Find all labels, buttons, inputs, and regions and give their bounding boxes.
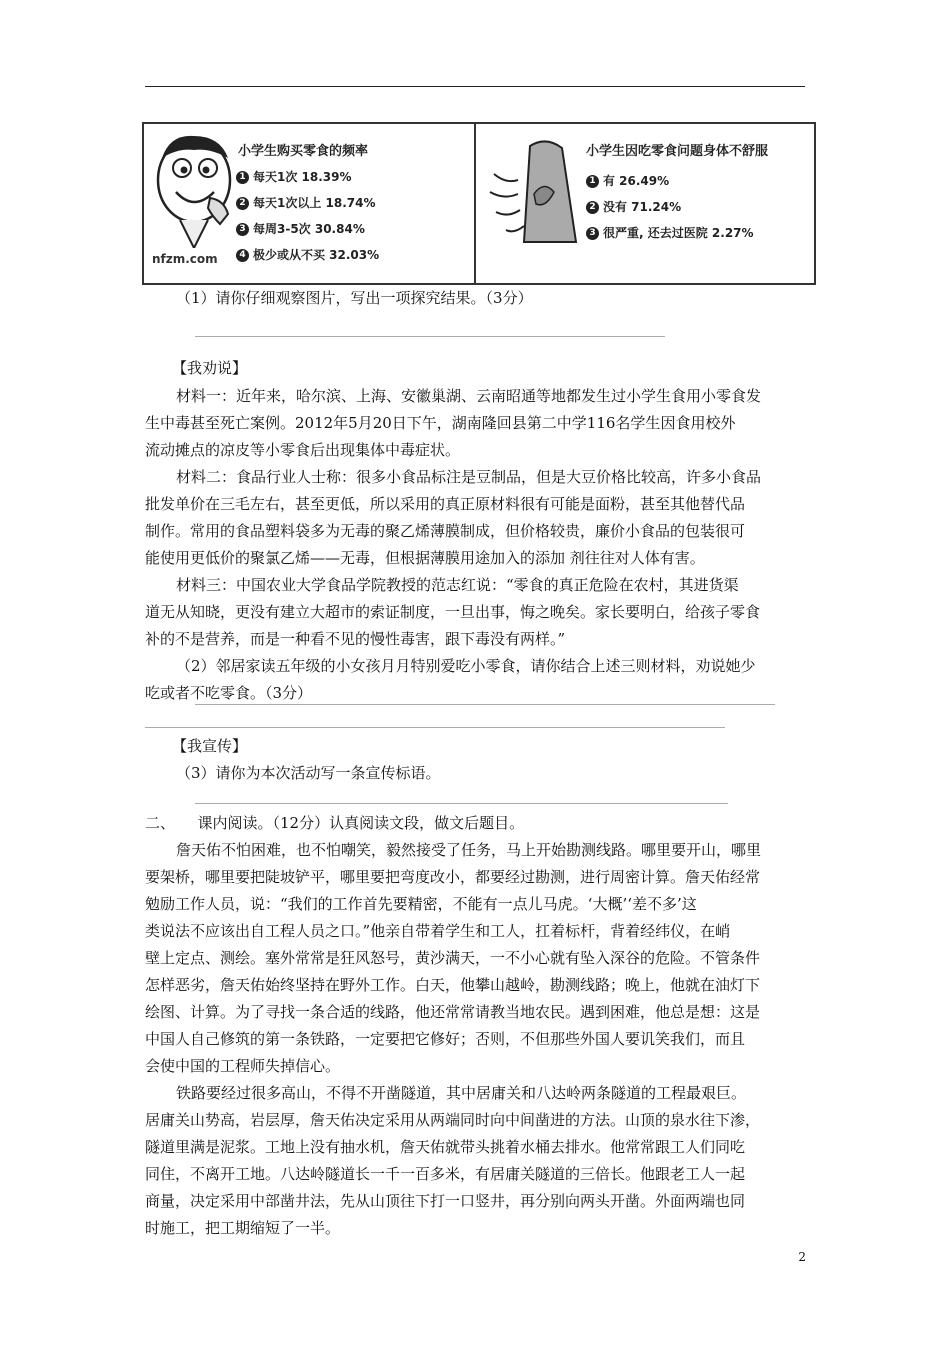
passage-line: 勉励工作人员，说：“我们的工作首先要精密，不能有一点儿马虎。‘大概’‘差不多’这 bbox=[145, 895, 697, 913]
material-line: 材料三：中国农业大学食品学院教授的范志红说：“零食的真正危险在农村，其进货渠 bbox=[176, 576, 739, 594]
item-number-1: 1 bbox=[236, 171, 249, 184]
answer-line-1[interactable] bbox=[195, 336, 665, 337]
passage-line: 时施工，把工期缩短了一半。 bbox=[145, 1219, 341, 1237]
passage-line: 詹天佑不怕困难，也不怕嘲笑，毅然接受了任务，马上开始勘测线路。哪里要开山，哪里 bbox=[176, 841, 762, 859]
material-line: 材料一：近年来，哈尔滨、上海、安徽巢湖、云南昭通等地都发生过小学生食用小零食发 bbox=[176, 387, 762, 405]
item-number-1: 1 bbox=[586, 175, 599, 188]
passage-line: 铁路要经过很多高山，不得不开凿隧道，其中居庸关和八达岭两条隧道的工程最艰巨。 bbox=[176, 1084, 747, 1102]
question-2: （2）邻居家读五年级的小女孩月月特别爱吃小零食，请你结合上述三则材料，劝说她少 bbox=[176, 657, 756, 675]
cartoon-boy-icon bbox=[150, 128, 242, 248]
survey-figure bbox=[142, 122, 816, 285]
figure-right-panel bbox=[476, 124, 814, 283]
figure-brand: nfzm.com bbox=[152, 252, 218, 266]
publicity-heading: 【我宣传】 bbox=[172, 737, 248, 755]
passage-line: 绘图、计算。为了寻找一条合适的线路，他还常常请教当地农民。遇到困难，他总是想：这是 bbox=[145, 1003, 761, 1021]
figure-left-title: 小学生购买零食的频率 bbox=[238, 144, 369, 159]
figure-left-item bbox=[236, 194, 376, 211]
passage-line: 商量，决定采用中部凿井法，先从山顶往下打一口竖井，再分别向两头开凿。外面两端也同 bbox=[145, 1192, 746, 1210]
passage-line: 居庸关山势高，岩层厚，詹天佑决定采用从两端同时向中间凿进的方法。山顶的泉水往下渗， bbox=[145, 1111, 761, 1129]
item-text: 每天1次以上 18.74% bbox=[253, 196, 376, 210]
passage-line: 会使中国的工程师失掉信心。 bbox=[145, 1057, 341, 1075]
passage-line: 中国人自己修筑的第一条铁路，一定要把它修好；否则，不但那些外国人要讥笑我们，而且 bbox=[145, 1030, 746, 1048]
item-text: 每天1次 18.39% bbox=[253, 170, 352, 184]
figure-left-panel bbox=[144, 124, 474, 283]
question-1: （1）请你仔细观察图片，写出一项探究结果。（3分） bbox=[176, 289, 533, 307]
answer-line-2a[interactable] bbox=[195, 704, 775, 705]
material-line: 补的不是营养，而是一种看不见的慢性毒害，跟下毒没有两样。” bbox=[145, 630, 566, 648]
passage-line: 壁上定点、测绘。塞外常常是狂风怒号，黄沙满天，一不小心就有坠入深谷的危险。不管条件 bbox=[145, 949, 761, 967]
item-text: 很严重, 还去过医院 2.27% bbox=[603, 226, 754, 240]
item-text: 每周3-5次 30.84% bbox=[253, 222, 365, 236]
item-number-3: 3 bbox=[586, 227, 599, 240]
item-text: 极少或从不买 32.03% bbox=[253, 248, 380, 262]
passage-line: 要架桥，哪里要把陡坡铲平，哪里要把弯度改小，都要经过勘测，进行周密计算。詹天佑经常 bbox=[145, 868, 761, 886]
item-text: 没有 71.24% bbox=[603, 200, 682, 214]
material-line: 生中毒甚至死亡案例。2012年5月20日下午，湖南隆回县第二中学116名学生因食用校外 bbox=[145, 414, 736, 432]
passage-line: 隧道里满是泥浆。工地上没有抽水机，詹天佑就带头挑着水桶去排水。他常常跟工人们同吃 bbox=[145, 1138, 746, 1156]
item-number-2: 2 bbox=[236, 197, 249, 210]
page-number: 2 bbox=[798, 1250, 806, 1264]
figure-right-item bbox=[586, 198, 681, 215]
passage-line: 怎样恶劣，詹天佑始终坚持在野外工作。白天，他攀山越岭，勘测线路；晚上，他就在油灯下 bbox=[145, 976, 761, 994]
header-rule bbox=[145, 86, 805, 87]
material-line: 道无从知晓，更没有建立大超市的索证制度，一旦出事，悔之晚矣。家长要明白，给孩子零食 bbox=[145, 603, 761, 621]
item-number-3: 3 bbox=[236, 223, 249, 236]
passage-line: 同住，不离开工地。八达岭隧道长一千一百多米，有居庸关隧道的三倍长。他跟老工人一起 bbox=[145, 1165, 746, 1183]
answer-line-2b[interactable] bbox=[145, 727, 725, 728]
figure-right-item bbox=[586, 224, 754, 241]
figure-left-item bbox=[236, 220, 365, 237]
question-3: （3）请你为本次活动写一条宣传标语。 bbox=[176, 764, 441, 782]
sick-person-icon bbox=[484, 134, 594, 249]
material-line: 批发单价在三毛左右，甚至更低，所以采用的真正原材料很有可能是面粉，甚至其他替代品 bbox=[145, 495, 746, 513]
item-text: 有 26.49% bbox=[603, 174, 670, 188]
figure-right-title: 小学生因吃零食问题身体不舒服 bbox=[586, 144, 769, 159]
item-number-2: 2 bbox=[586, 201, 599, 214]
passage-line: 类说法不应该出自工程人员之口。”他亲自带着学生和工人，扛着标杆，背着经纬仪，在峭 bbox=[145, 922, 731, 940]
figure-right-item bbox=[586, 172, 669, 189]
question-2-cont: 吃或者不吃零食。（3分） bbox=[145, 684, 313, 702]
persuade-heading: 【我劝说】 bbox=[172, 359, 248, 377]
material-line: 材料二：食品行业人士称：很多小食品标注是豆制品，但是大豆价格比较高，许多小食品 bbox=[176, 468, 762, 486]
section-2-heading: 二、 课内阅读。（12分）认真阅读文段，做文后题目。 bbox=[145, 814, 525, 832]
material-line: 流动摊点的凉皮等小零食后出现集体中毒症状。 bbox=[145, 441, 461, 459]
item-number-4: 4 bbox=[236, 249, 249, 262]
material-line: 能使用更低价的聚氯乙烯——无毒，但根据薄膜用途加入的添加 剂往往对人体有害。 bbox=[145, 549, 705, 567]
figure-left-item bbox=[236, 168, 352, 185]
material-line: 制作。常用的食品塑料袋多为无毒的聚乙烯薄膜制成，但价格较贵，廉价小食品的包装很可 bbox=[145, 522, 746, 540]
figure-left-item bbox=[236, 246, 379, 263]
answer-line-3[interactable] bbox=[195, 803, 728, 804]
